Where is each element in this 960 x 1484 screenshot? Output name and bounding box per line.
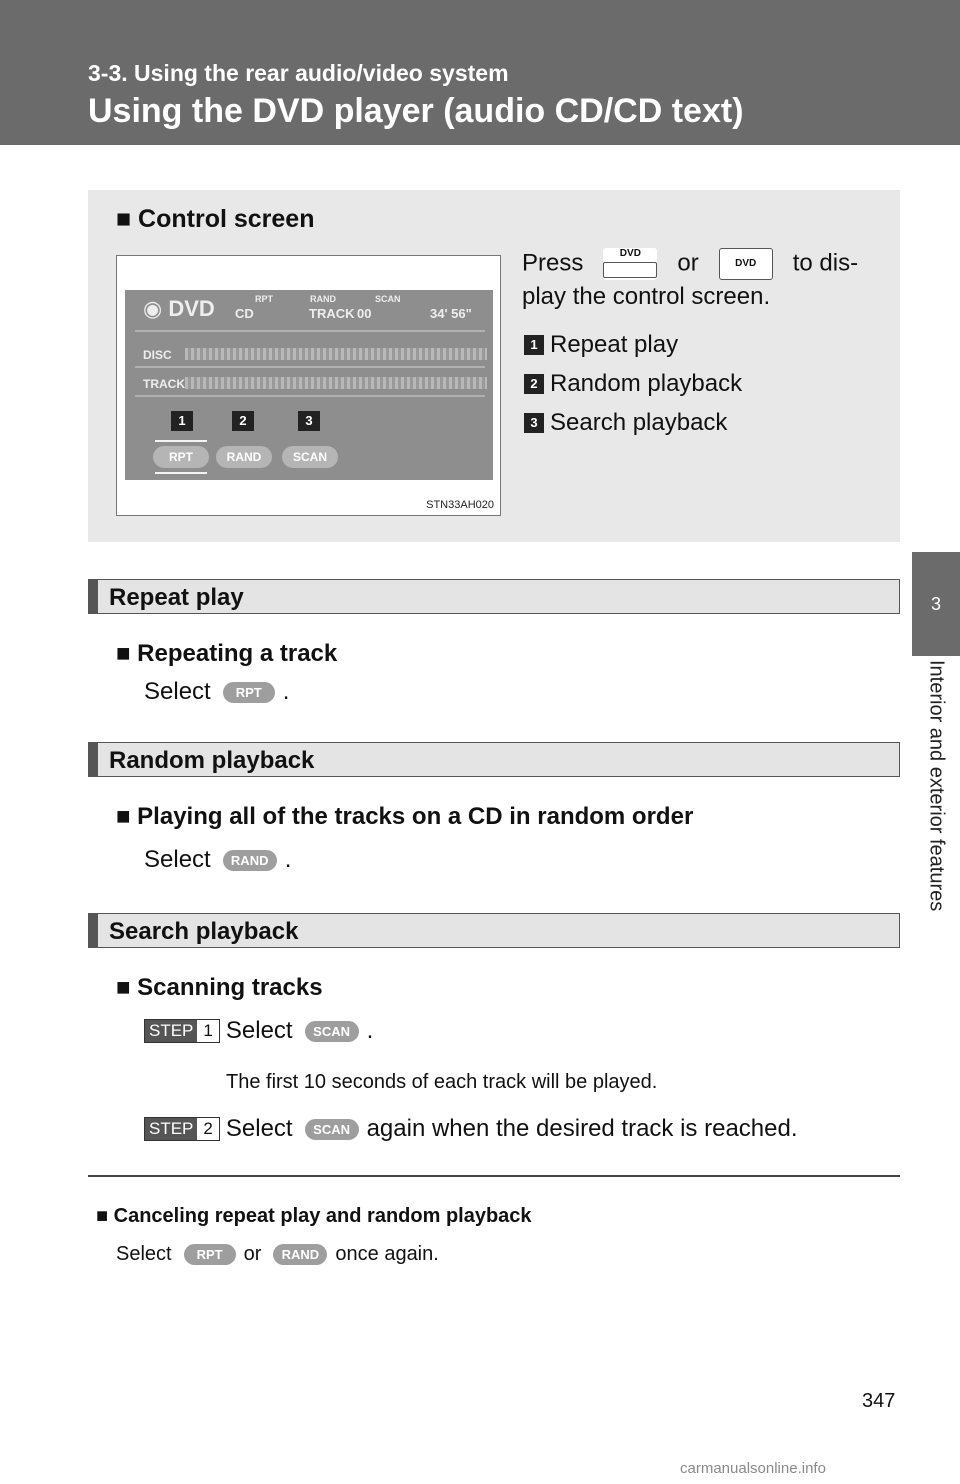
dvd-button-label: DVD <box>735 258 757 269</box>
lcd-track-row-label: TRACK <box>143 377 185 391</box>
legend-label: Repeat play <box>550 331 679 358</box>
or-word: or <box>677 249 699 277</box>
dvd-logo-icon: ◉ DVD <box>143 296 215 321</box>
lcd-rpt-label: RPT <box>255 294 273 304</box>
rand-button-icon: RAND <box>273 1244 327 1265</box>
scan-button-icon: SCAN <box>305 1119 359 1140</box>
lcd-rpt-button: RPT <box>153 446 209 468</box>
press-rest: to dis- <box>792 249 859 277</box>
repeat-instruction <box>144 678 289 706</box>
legend-label: Search playback <box>550 409 728 436</box>
step-word: STEP <box>145 1020 197 1042</box>
callout-3: 3 <box>298 411 320 431</box>
select-word: Select <box>225 1115 293 1142</box>
lcd-logo-text: DVD <box>168 296 215 321</box>
lcd-time: 34' 56" <box>430 306 472 321</box>
lcd-rand-button: RAND <box>216 446 272 468</box>
lcd-track-bar <box>185 377 487 389</box>
step-1 <box>144 1017 373 1045</box>
period: . <box>366 1017 374 1044</box>
chapter-tab-text: Interior and exterior features <box>925 660 948 912</box>
period: . <box>284 846 292 873</box>
control-screen-heading: ■ Control screen <box>116 205 315 233</box>
select-word: Select <box>225 1017 293 1044</box>
lcd-disc-bar <box>185 348 487 360</box>
step-badge <box>144 1117 220 1141</box>
step-2-rest: again when the desired track is reached. <box>366 1115 798 1142</box>
press-instruction <box>522 248 858 280</box>
lcd-display <box>125 290 493 480</box>
step-number: 2 <box>197 1118 218 1140</box>
lcd-divider <box>135 366 485 368</box>
rpt-active-line <box>155 472 207 474</box>
step-number: 1 <box>197 1020 218 1042</box>
dvd-key-label: DVD <box>619 248 641 259</box>
chapter-tab-number: 3 <box>912 552 960 656</box>
select-word: Select <box>144 678 211 705</box>
select-word: Select <box>116 1243 172 1265</box>
legend-number: 1 <box>524 335 544 355</box>
lcd-scan-button: SCAN <box>282 446 338 468</box>
subheading-scanning-tracks: ■ Scanning tracks <box>116 974 323 1001</box>
callout-2: 2 <box>232 411 254 431</box>
select-word: Select <box>144 846 211 873</box>
callout-1: 1 <box>171 411 193 431</box>
random-instruction <box>144 846 291 874</box>
subheading-random-order: ■ Playing all of the tracks on a CD in random order <box>116 803 694 830</box>
scan-button-icon: SCAN <box>305 1021 359 1042</box>
legend-item-search <box>524 409 727 437</box>
legend-number: 3 <box>524 413 544 433</box>
subheading-repeating-track: ■ Repeating a track <box>116 640 338 667</box>
page-header <box>0 0 960 145</box>
lcd-disc-label: DISC <box>143 348 172 362</box>
step-word: STEP <box>145 1118 197 1140</box>
page-title: Using the DVD player (audio CD/CD text) <box>88 92 744 130</box>
dvd-key-body <box>603 262 657 278</box>
or-word: or <box>243 1243 262 1265</box>
footnote-instruction <box>116 1243 439 1266</box>
rand-button-icon: RAND <box>223 850 277 871</box>
lcd-divider <box>135 395 485 397</box>
lcd-divider <box>135 330 485 332</box>
period: . <box>282 678 290 705</box>
dvd-button-icon <box>719 248 773 280</box>
lcd-cd-label: CD <box>235 306 254 321</box>
section-repeat-play <box>88 579 900 614</box>
section-random-playback <box>88 742 900 777</box>
rpt-active-line <box>155 440 207 442</box>
rpt-button-icon: RPT <box>223 682 275 703</box>
footnote-heading: ■ Canceling repeat play and random playback <box>96 1205 532 1227</box>
footnote-end: once again. <box>335 1243 439 1265</box>
step-2 <box>144 1115 798 1143</box>
watermark: carmanualsonline.info <box>680 1460 826 1477</box>
lcd-rand-label: RAND <box>310 294 336 304</box>
section-label: 3-3. Using the rear audio/video system <box>88 60 509 86</box>
figure-id: STN33AH020 <box>426 499 494 511</box>
legend-item-random <box>524 370 742 398</box>
scan-note: The first 10 seconds of each track will be played. <box>226 1071 658 1093</box>
dvd-key-icon <box>603 248 657 280</box>
section-title: Search playback <box>109 918 299 945</box>
lcd-track-number: 00 <box>357 306 372 321</box>
section-search-playback <box>88 913 900 948</box>
press-word: Press <box>522 249 584 277</box>
legend-number: 2 <box>524 374 544 394</box>
rpt-button-icon: RPT <box>184 1244 236 1265</box>
chapter-tab-label <box>912 660 960 980</box>
press-instruction-cont: play the control screen. <box>522 283 771 310</box>
lcd-scan-label: SCAN <box>375 294 401 304</box>
legend-item-repeat <box>524 331 678 359</box>
control-screen-figure <box>116 255 501 516</box>
page-number: 347 <box>862 1390 896 1412</box>
lcd-track-label: TRACK <box>309 306 355 321</box>
legend-label: Random playback <box>550 370 743 397</box>
section-title: Random playback <box>109 747 315 774</box>
section-title: Repeat play <box>109 584 244 611</box>
footnote-divider <box>88 1175 900 1177</box>
step-badge <box>144 1019 220 1043</box>
